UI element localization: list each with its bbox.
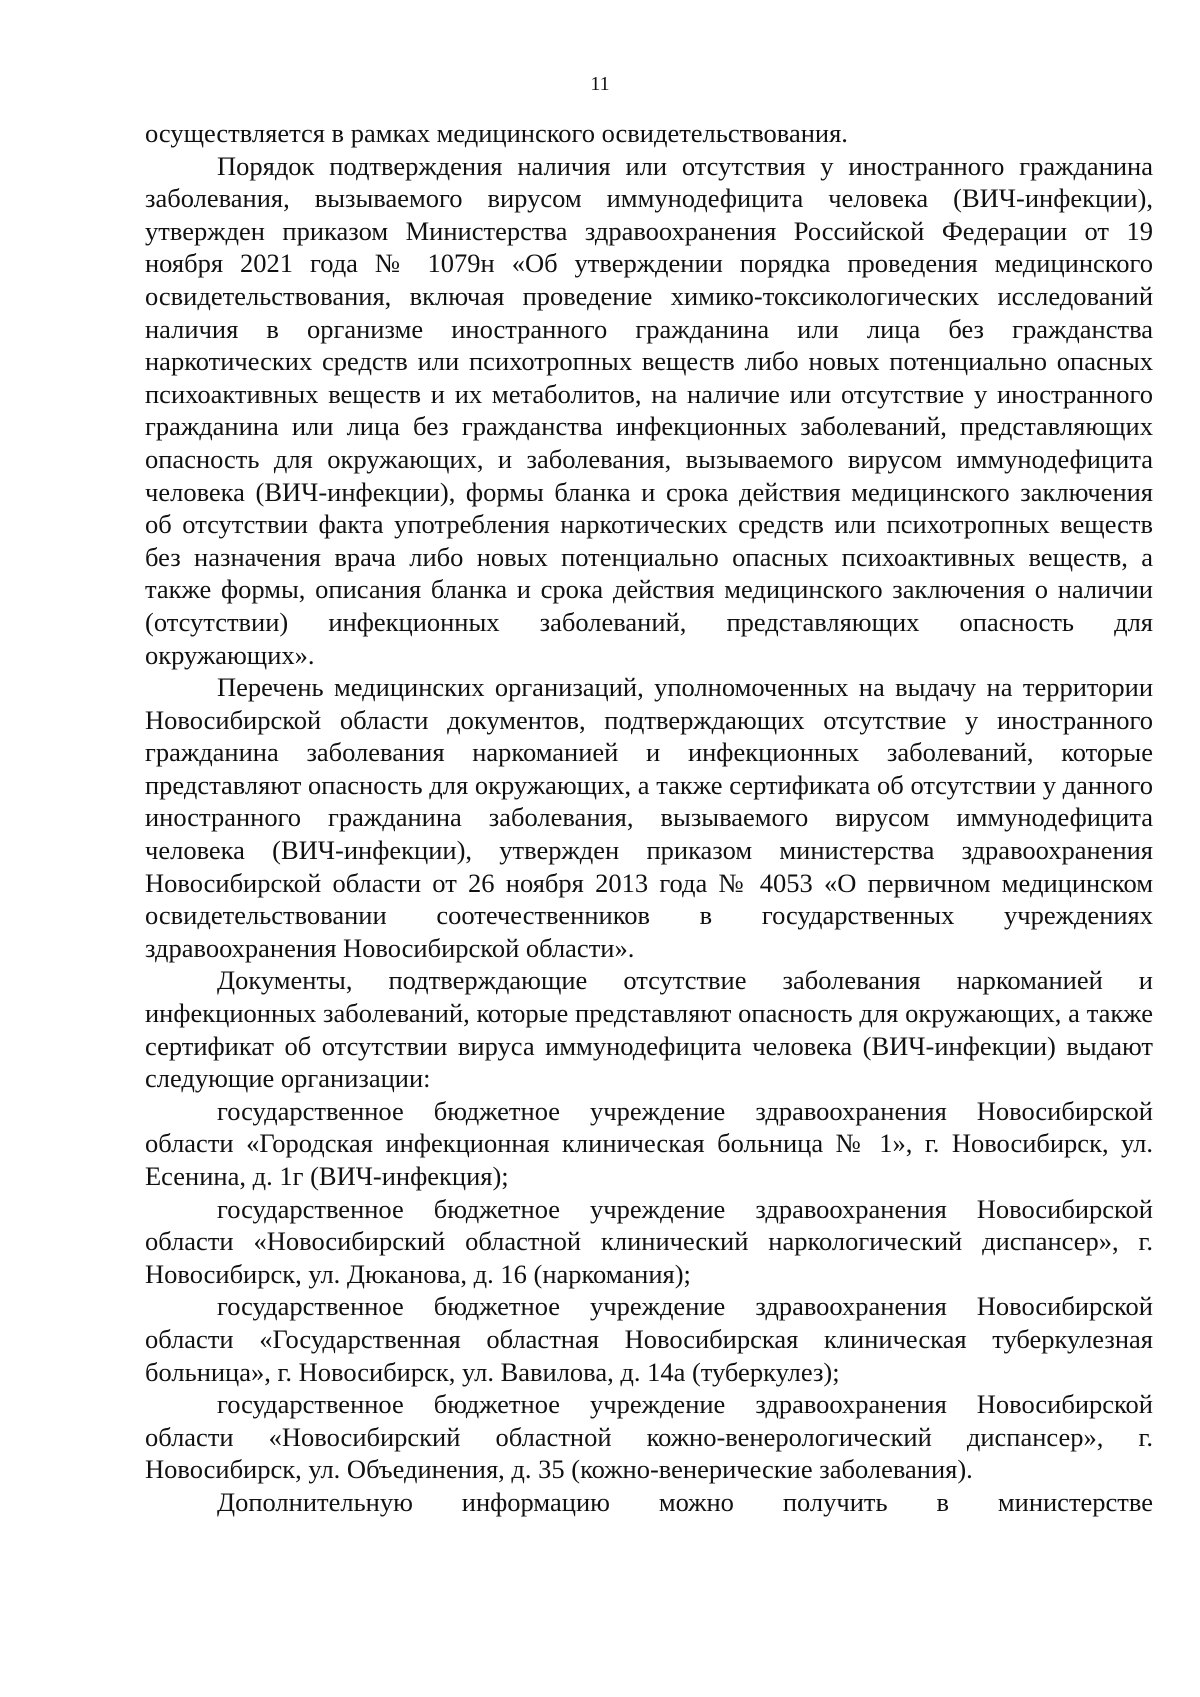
paragraph-issuing-organizations: Документы, подтверждающие отсутствие заболевания наркоманией и инфекционных заболеваний, которые представляют опасность для окружающих, а также сертификат об отсутствии вируса иммунодефицита человека (ВИЧ-инфекции) выдают следующие организации:	[145, 965, 1153, 1094]
paragraph-medical-organizations-list: Перечень медицинских организаций, уполномоченных на выдачу на территории Новосибирской области документов, подтверждающих отсутствие у иностранного гражданина заболевания наркоманией и инфекционных заболеваний, которые представляют опасность для окружающих, а также сертификата об отсутствии у данного иностранного гражданина заболевания, вызываемого вирусом иммунодефицита человека (ВИЧ-инфекции), утвержден приказом министерства здравоохранения Новосибирской области от 26 ноября 2013 года № 4053 «О первичном медицинском освидетельствовании соотечественников в государственных учреждениях здравоохранения Новосибирской области».	[145, 672, 1153, 963]
paragraph-additional-info: Дополнительную информацию можно получить в министерстве	[217, 1486, 1153, 1517]
list-item-narcology-dispensary: государственное бюджетное учреждение здравоохранения Новосибирской области «Новосибирский областной клинический наркологический диспансер», г. Новосибирск, ул. Дюканова, д. 16 (наркомания);	[145, 1193, 1153, 1289]
document-body	[145, 117, 1153, 1519]
list-item-dermatology-dispensary: государственное бюджетное учреждение здравоохранения Новосибирской области «Новосибирский областной кожно-венерологический диспансер», г. Новосибирск, ул. Объединения, д. 35 (кожно-венерические заболевания).	[145, 1389, 1153, 1485]
page-number: 11	[590, 73, 610, 95]
list-item-tuberculosis-hospital: государственное бюджетное учреждение здравоохранения Новосибирской области «Государственная областная Новосибирская клиническая туберкулезная больница», г. Новосибирск, ул. Вавилова, д. 14а (туберкулез);	[145, 1291, 1153, 1387]
paragraph-hiv-procedure: Порядок подтверждения наличия или отсутствия у иностранного гражданина заболевания, вызываемого вирусом иммунодефицита человека (ВИЧ-инфекции), утвержден приказом Министерства здравоохранения Российской Федерации от 19 ноября 2021 года № 1079н «Об утверждении порядка проведения медицинского освидетельствования, включая проведение химико-токсикологических исследований наличия в организме иностранного гражданина или лица без гражданства наркотических средств или психотропных веществ либо новых потенциально опасных психоактивных веществ и их метаболитов, на наличие или отсутствие у иностранного гражданина или лица без гражданства инфекционных заболеваний, представляющих опасность для окружающих, и заболевания, вызываемого вирусом иммунодефицита человека (ВИЧ-инфекции), формы бланка и срока действия медицинского заключения об отсутствии факта употребления наркотических средств или психотропных веществ без назначения врача либо новых потенциально опасных психоактивных веществ, а также формы, описания бланка и срока действия медицинского заключения о наличии (отсутствии) инфекционных заболеваний, представляющих опасность для окружающих».	[145, 150, 1153, 670]
paragraph-continuation: осуществляется в рамках медицинского освидетельствования.	[145, 118, 848, 148]
list-item-infection-hospital: государственное бюджетное учреждение здравоохранения Новосибирской области «Городская инфекционная клиническая больница № 1», г. Новосибирск, ул. Есенина, д. 1г (ВИЧ-инфекция);	[145, 1095, 1153, 1191]
